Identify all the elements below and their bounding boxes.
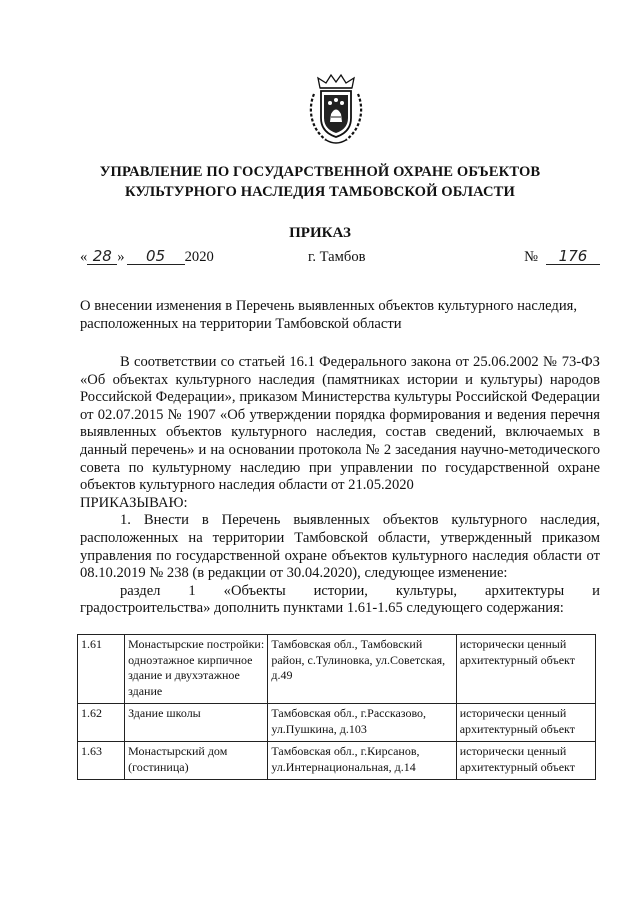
organization-name	[0, 162, 640, 202]
object-category: исторически ценный архитектурный объект	[456, 635, 595, 704]
object-name: Здание школы	[125, 704, 268, 742]
object-name: Монастырский дом (гостиница)	[125, 742, 268, 780]
date-close-quote: »	[117, 249, 125, 265]
handwritten-month: 05	[127, 248, 185, 265]
object-address: Тамбовская обл., г.Кирсанов, ул.Интернациональная, д.14	[268, 742, 456, 780]
order-word: ПРИКАЗЫВАЮ:	[80, 494, 188, 511]
row-number: 1.61	[78, 635, 125, 704]
object-address: Тамбовская обл., г.Рассказово, ул.Пушкина, д.103	[268, 704, 456, 742]
preamble-paragraph: В соответствии со статьей 16.1 Федерального закона от 25.06.2002 № 73-ФЗ «Об объектах культурного наследия (памятниках истории и культуры) народов Российской Федерации», приказом Министерства культуры Российской Федерации от 02.07.2015 № 1907 «Об утверждении порядка формирования и ведения перечня выявленных объектов культурного наследия, состав сведений, включаемых в данный перечень» и на основании протокола № 2 заседания научно-методического совета по культурному наследию при управлении по государственной охране объектов культурного наследия области от 21.05.2020	[80, 354, 600, 494]
objects-table	[77, 634, 596, 780]
organization-name-line2: КУЛЬТУРНОГО НАСЛЕДИЯ ТАМБОВСКОЙ ОБЛАСТИ	[125, 184, 515, 200]
document-type-title: ПРИКАЗ	[289, 225, 351, 241]
order-subject: О внесении изменения в Перечень выявленных объектов культурного наследия, расположенных на территории Тамбовской области	[80, 298, 578, 332]
order-year: 2020	[184, 249, 214, 265]
table-row	[78, 704, 596, 742]
table-row	[78, 742, 596, 780]
row-number: 1.62	[78, 704, 125, 742]
object-category: исторически ценный архитектурный объект	[456, 704, 595, 742]
section-line-2: градостроительства» дополнить пунктами 1.61-1.65 следующего содержания:	[80, 600, 564, 617]
order-date	[80, 248, 214, 266]
organization-name-line1: УПРАВЛЕНИЕ ПО ГОСУДАРСТВЕННОЙ ОХРАНЕ ОБЪЕКТОВ	[99, 164, 541, 180]
order-city: г. Тамбов	[308, 249, 366, 265]
item-1-paragraph: 1. Внести в Перечень выявленных объектов культурного наследия, расположенных на территории Тамбовской области, утвержденный приказом управления по государственной охране объектов культурного наследия области от 08.10.2019 № 238 (в редакции от 30.04.2020), следующее изменение:	[80, 512, 600, 582]
object-address: Тамбовская обл., Тамбовский район, с.Тулиновка, ул.Советская, д.49	[268, 635, 456, 704]
order-body	[80, 354, 600, 618]
order-number	[524, 248, 600, 266]
date-number-line	[80, 248, 600, 270]
row-number: 1.63	[78, 742, 125, 780]
section-line-1: раздел 1 «Объекты истории, культуры, архитектуры и	[120, 582, 600, 599]
object-category: исторически ценный архитектурный объект	[456, 742, 595, 780]
object-name: Монастырские постройки: одноэтажное кирпичное здание и двухэтажное здание	[125, 635, 268, 704]
table-row	[78, 635, 596, 704]
date-open-quote: «	[80, 249, 88, 265]
coat-of-arms-emblem	[304, 72, 368, 146]
handwritten-number: 176	[546, 248, 600, 265]
number-sign: №	[524, 249, 538, 265]
handwritten-day: 28	[87, 248, 117, 265]
